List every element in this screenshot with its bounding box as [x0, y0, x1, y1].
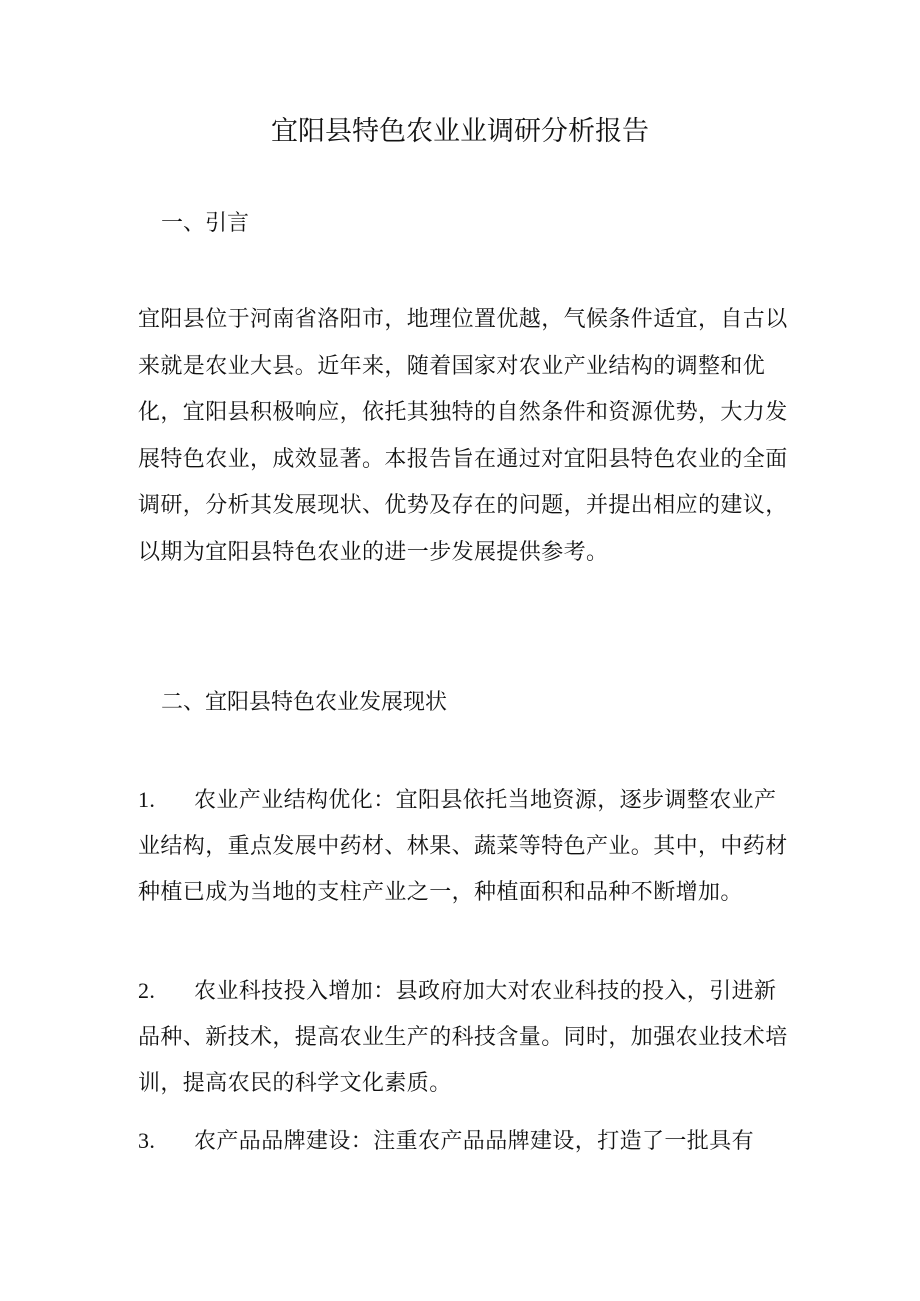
- list-item: [138, 777, 788, 916]
- list-item: [138, 968, 788, 1107]
- list-item-text: 农业科技投入增加：县政府加大对农业科技的投入，引进新品种、新技术，提高农业生产的科技含量。同时，加强农业技术培训，提高农民的科学文化素质。: [138, 979, 788, 1096]
- list-item-text: 农产品品牌建设：注重农产品品牌建设，打造了一批具有: [194, 1129, 755, 1154]
- section-heading-current-status: 二、宜阳县特色农业发展现状: [161, 690, 448, 715]
- introduction-paragraph: 宜阳县位于河南省洛阳市，地理位置优越，气候条件适宜，自古以来就是农业大县。近年来，随着国家对农业产业结构的调整和优化，宜阳县积极响应，依托其独特的自然条件和资源优势，大力发展特色农业，成效显著。本报告旨在通过对宜阳县特色农业的全面调研，分析其发展现状、优势及存在的问题，并提出相应的建议，以期为宜阳县特色农业的进一步发展提供参考。: [138, 307, 788, 565]
- section-heading-introduction: 一、引言: [161, 211, 250, 236]
- document-title: 宜阳县特色农业业调研分析报告: [271, 116, 649, 147]
- list-item-number: 3.: [138, 1128, 156, 1153]
- list-item-number: 1.: [138, 787, 156, 812]
- list-item: [138, 1118, 788, 1165]
- list-item-text: 农业产业结构优化：宜阳县依托当地资源，逐步调整农业产业结构，重点发展中药材、林果、蔬菜等特色产业。其中，中药材种植已成为当地的支柱产业之一，种植面积和品种不断增加。: [138, 788, 788, 905]
- list-item-number: 2.: [138, 978, 156, 1003]
